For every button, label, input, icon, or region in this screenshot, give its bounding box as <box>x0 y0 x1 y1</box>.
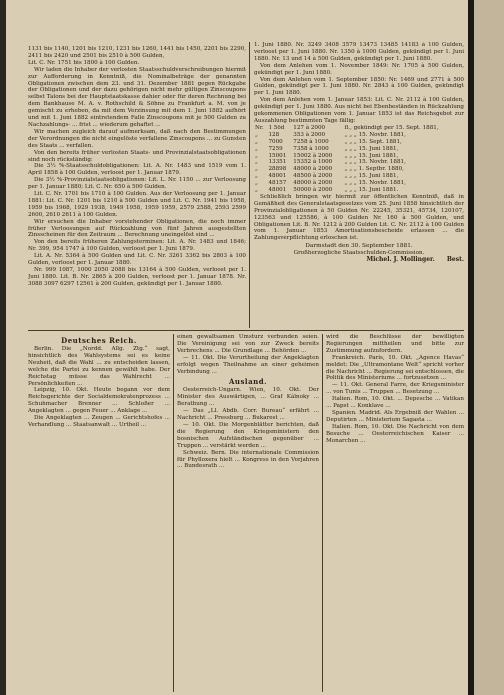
bond-table-row <box>254 180 464 187</box>
bond-table-cell: 48157 <box>268 180 287 187</box>
paragraph: Wir laden die Inhaber der verlosten Staatsschuldverschreibungen hiermit zur Aufforderung in Kenntniß, die Nominalbeträge der genannten Obligationen zwischen dem 23. und 31. Dezember 1881 gegen Rückgabe der Obligationen und der dazu gehörigen nicht mehr gültigen Zinscoupons selbst Talons bei der Hauptstaatskasse dahier oder für deren Rechnung bei dem Bankhause M. A. v. Rothschild & Söhne zu Frankfurt a. M. von je gemischt zu erheben, da mit dem Verzinsung mit dem 1. Juni 1882 aufhört und mit 1. Juni 1882 eintretendem Falle Zinscoupons mit je 500 Gulden zu Nachzahlungs- ... frist ... wiederum gehaftet ... <box>28 66 246 128</box>
bond-table-cell: 127 à 2000 <box>293 124 326 131</box>
paragraph: — Das „Ll. Abdb. Corr. Bureau“ erfährt ... Nachricht ... Pressburg ... Bukarest ... <box>177 408 319 422</box>
bond-table-cell: „ „ „ 15. Juni 1881. <box>344 187 399 194</box>
bottom-left-column <box>28 334 170 692</box>
bond-table-cell: 48000 à 2000 <box>293 166 333 173</box>
adjacent-page <box>474 0 504 695</box>
closing-paragraph: Schließlich bringen wir hiermit zur öffentlichen Kenntniß, daß in Gemäßheit des Generalstaatsgesetzes vom 25. Juni 1858 hinsichtlich der Provinzialobligationen à 50 Gulden Nr. 22245, 35321, 45734, 120107, 123563 und 125586, à 100 Gulden Nr. 160 à 500 Gulden, und Obligationen Lit. B. Nr. 1212 à 200 Gulden Lit. C. Nr. 2112 à 100 Gulden vom 1. Januar 1853 Amortisationsbescheide erlassen ... die Zahlungsverpflichtung erloschen ist. <box>254 193 464 242</box>
paragraph: Von den bereits früher verlosten Staats- und Provinzialstaatsobligationen sind noch rückständig: <box>28 149 246 163</box>
bond-table-row <box>254 146 464 153</box>
bond-table-cell: „ „ „ 15. Novbr. 1881, <box>344 180 406 187</box>
paragraph: Von dem Anlehen vom 1. November 1849: Nr. 1705 à 500 Gulden, gekündigt per 1. Juni 1880. <box>254 62 464 76</box>
bond-table-cell: 353 à 2000 <box>293 131 326 138</box>
bond-table-cell: „ „ „ 15. Juni 1881, <box>344 152 399 159</box>
paragraph: Leipzig, 10. Okt. Heute begann vor dem Reichsgerichte der Socialdemokratenprozess ... Schuhmacher Brenner ... Schloßer ... Angeklagten ... gegen Feuer ... Anklage ... <box>28 387 170 415</box>
bond-table-cell: „ <box>255 159 258 166</box>
bond-table-cell: „ <box>255 187 258 194</box>
column-divider <box>173 334 174 692</box>
bond-table-cell: „ <box>255 131 258 138</box>
column-divider <box>322 334 323 692</box>
paragraph: Wir ersuchen die Inhaber vorstehender Obligationen, die noch immer früher Verloosungen auf Rückzahlung von fünf Jahren ausgestellten Zinsscheinen für den Zeitraum ... Berechnung uneingelöst sind ... <box>28 218 246 239</box>
paragraph: Von dem Anlehen vom 1. Januar 1853: Lit. C. Nr. 2112 à 100 Gulden, gekündigt per 1. Juni 1880. Aus nicht bei Ebenbeständen in Rückzahlung gekommenen Obligationen vom 1. Januar 1853 ist das Reichsgebot zur Auszahlung bestimmten Tage fällig: <box>254 97 464 124</box>
bond-table-cell: „ <box>255 152 258 159</box>
bond-table-cell: „ <box>255 138 258 145</box>
paragraph: Die Angeklagten ... Zeugen ... Gerichtshofes ... Verhandlung ... Staatsanwalt ... Urtheil ... <box>28 415 170 428</box>
paragraph: Lit. C. Nr. 1751 bis 1800 à 100 Gulden. <box>28 59 140 66</box>
paragraph: Nr. 999 1087, 1000 2050 2088 bis 13164 à 500 Gulden, verloost per 1. Juni 1880. Lit. B. Nr. 2865 à 200 Gulden, verloost per 1. Januar 1878. Nr. 3088 3097 6297 12561 à 200 Gulden, gekündigt per 1. Januar 1880. <box>28 267 246 287</box>
adjacent-page-edge <box>468 0 504 695</box>
bond-table-cell: „ „ „ 15. Sept. 1881, <box>344 138 402 145</box>
paragraph: Wir machen zugleich darauf aufmerksam, daß nach den Bestimmungen der Verordnungen die nicht eingelöste verfallene Zinscoupons ... zu Gunsten des Staats ... verfallen. <box>28 128 246 149</box>
signatories <box>254 257 464 264</box>
authority: Großherzogliche Staatsschulden-Commission. <box>293 250 425 257</box>
paragraph: Italien. Rom, 10. Okt. Die Nachricht von dem Besuche ... Oesterreichischen Kaiser ... Monarchen ... <box>326 423 464 444</box>
paragraph: 1131 bis 1140, 1201 bis 1210, 1231 bis 1260, 1441 bis 1450, 2201 bis 2290, 2411 bis 2420 und 2501 bis 2510 à 500 Gulden, <box>28 46 246 59</box>
paragraph: Frankreich. Paris, 10. Okt. „Agence Havas“ meldet: Die „Ultramontane Welt“ spricht vorher die Nachricht ... Regierung sei entschlossen, die Politik des Ministeriums ... fortzusetzen ... <box>326 354 464 382</box>
bond-table-cell: 128 <box>268 131 280 138</box>
bond-table-cell: 48001 <box>268 187 287 194</box>
bond-table-row <box>254 139 464 146</box>
bond-table <box>254 125 464 194</box>
bond-table-cell: 7258 à 1000 <box>293 138 329 145</box>
top-left-column <box>28 46 246 326</box>
bond-table-row <box>254 132 464 139</box>
bond-table-cell: 13351 <box>268 159 287 166</box>
newspaper-page <box>6 0 468 695</box>
bond-table-cell: „ „ „ 15. Novbr. 1881, <box>344 131 406 138</box>
bottom-middle-column <box>177 334 319 692</box>
bond-table-cell: Nr. <box>255 124 264 131</box>
bond-table-cell: 50000 à 2000 <box>293 187 333 194</box>
paragraph: Die 3½ %-Provinzialstaatsobligationen: Lit. L. Nr. 1150 ... zur Verloosung per 1. Januar 1880; Lit. C. Nr. 650 à 500 Gulden. <box>28 177 246 191</box>
bond-table-cell: 7000 <box>268 138 283 145</box>
bond-table-cell: „ <box>255 145 258 152</box>
paragraph: 1. Juni 1880. Nr. 3249 3408 3579 13473 13485 14183 à 100 Gulden, verloost per 1. Juni 1880. Nr. 1350 à 1000 Gulden, gekündigt per 1. Juni 1880. Nr. 13 und 14 à 500 Gulden, gekündigt per 1. Juni 1880. <box>254 42 464 62</box>
section-rule <box>28 330 464 331</box>
bond-table-row <box>254 153 464 160</box>
bond-table-cell: „ „ „ 15. Juni 1881, <box>344 145 399 152</box>
paragraph: Italien. Rom, 10. Okt. ... Depesche ... Vatikan ... Papst ... Konklave ... <box>326 396 464 410</box>
bond-table-row <box>254 187 464 194</box>
bond-table-cell: „ „ „ 15. Juni 1881, <box>344 173 399 180</box>
bond-table-cell: 7358 à 1000 <box>293 145 329 152</box>
paragraph: wird die Beschlüsse der bewilligten Regierungen mittheilen und bitte zur Zustimmung aufzufordern. <box>326 334 464 354</box>
paragraph: Die 3½ %-Staatsschuldobligationen: Lit. A. Nr. 1483 und 1519 vom 1. April 1858 à 100 Gulden, verloost per 1. Januar 1879. <box>28 163 246 177</box>
paragraph: Schweiz. Bern. Die internationale Commission für Phylloxera hielt ... Kongress in den Vorjahren ... Bundesrath ... <box>177 449 319 470</box>
bond-table-cell: 1 5öd <box>268 124 285 131</box>
paragraph: — 11. Okt. Die Verurtheilung der Angeklagten erfolgt wegen Theilnahme an einer geheimen Verbindung ... <box>177 354 319 375</box>
section-heading: Deutsches Reich. <box>61 336 137 345</box>
bond-table-row <box>254 125 464 132</box>
bottom-right-column <box>326 334 464 692</box>
bond-table-cell: 15352 à 1000 <box>293 159 333 166</box>
bond-table-cell: „ „ „ 15. Novbr. 1881, <box>344 159 406 166</box>
bond-table-cell: 15002 à 2000 <box>293 152 333 159</box>
paragraph: Berlin. Die „Nordd. Allg. Ztg.“ sagt, hinsichtlich des Wahlsystems sei es keine Neuheit, daß die Wahl ... zu entscheiden lassen, welche die Partei zu kennen gewählt habe. Der Reichstag müsse das Wahlrecht ... Persönlichkeiten ... <box>28 346 170 387</box>
bond-table-cell: „ <box>255 180 258 187</box>
paragraph: Lit. A. Nr. 5364 à 500 Gulden und Lit. C. Nr. 3261 3362 bis 2803 à 100 Gulden, verloost per 1. Januar 1880. <box>28 253 246 267</box>
paragraph: Von dem Anlehen vom 1. September 1850: Nr. 1469 und 2771 à 500 Gulden, gekündigt per 1. Juni 1880. Nr. 2843 à 100 Gulden, gekündigt per 1. Juni 1880. <box>254 76 464 97</box>
section-heading: Ausland. <box>228 377 268 387</box>
paragraph: Lit. C. Nr. 1701 bis 1710 à 100 Gulden. Aus der Verloosung per 1. Januar 1881: Lit. C. Nr. 1201 bis 1210 à 500 Gulden und Lit. C. Nr. 1941 bis 1958, 1959 bis 1968, 1929 1938, 1949 1958, 1959 1959, 2579 2588, 2593 2599 2600, 2610 2611 à 100 Gulden. <box>28 191 246 218</box>
paragraph: Von den bereits früheren Zahlungsterminen: Lit. A. Nr. 1483 und 1846; Nr. 399, 954 1747 à 100 Gulden, verloost per 1. Juni 1879. <box>28 239 246 253</box>
paragraph: einen gewaltsamen Umsturz verbunden seien. Die Vereinigung sei von zur Zweck bereits Verbrechens ... Die Grundlage ... Behörden ... <box>177 334 319 354</box>
bond-table-cell: 48001 <box>268 173 287 180</box>
bond-table-cell: „ <box>255 166 258 173</box>
signatory-suffix: Best. <box>446 256 464 264</box>
bond-table-row <box>254 173 464 180</box>
paragraph: Oesterreich-Ungarn. Wien, 10. Okt. Der Minister des Auswärtigen, ... Graf Kálnoky ... Berathung ... <box>177 387 319 408</box>
bond-table-row <box>254 159 464 166</box>
bond-table-cell: 7259 <box>268 145 283 152</box>
signatory-names: Michel. J. Mollinger. <box>366 256 435 264</box>
paragraph: — 10. Okt. Die Morgenblätter berichten, daß die Regierung den Kriegsministern den bosnischen Aufständischen gegenüber ... Truppen ... verstärkt werden ... <box>177 421 319 449</box>
bond-table-cell: „ <box>255 173 258 180</box>
bond-table-row <box>254 166 464 173</box>
paragraph: — 11. Okt. General Farre, der Kriegsminister ... von Tunis ... Truppen ... Besetzung ... <box>326 382 464 396</box>
bond-table-cell: fl., gekündigt per 15. Sept. 1881, <box>344 124 439 131</box>
bond-table-cell: 15001 <box>268 152 287 159</box>
paragraph: Spanien. Madrid. Als Ergebniß der Wahlen ... Deputirten ... Ministerium Sagasta ... <box>326 409 464 423</box>
bond-table-cell: 48000 à 2000 <box>293 180 333 187</box>
top-right-column <box>254 42 464 328</box>
bond-table-cell: „ „ „ 1. Septbr. 1880, <box>344 166 404 173</box>
column-divider <box>249 42 250 328</box>
bond-table-cell: 48500 à 2000 <box>293 173 333 180</box>
place-date: Darmstadt den 30. September 1881. <box>305 243 413 250</box>
bond-table-cell: 28898 <box>268 166 287 173</box>
